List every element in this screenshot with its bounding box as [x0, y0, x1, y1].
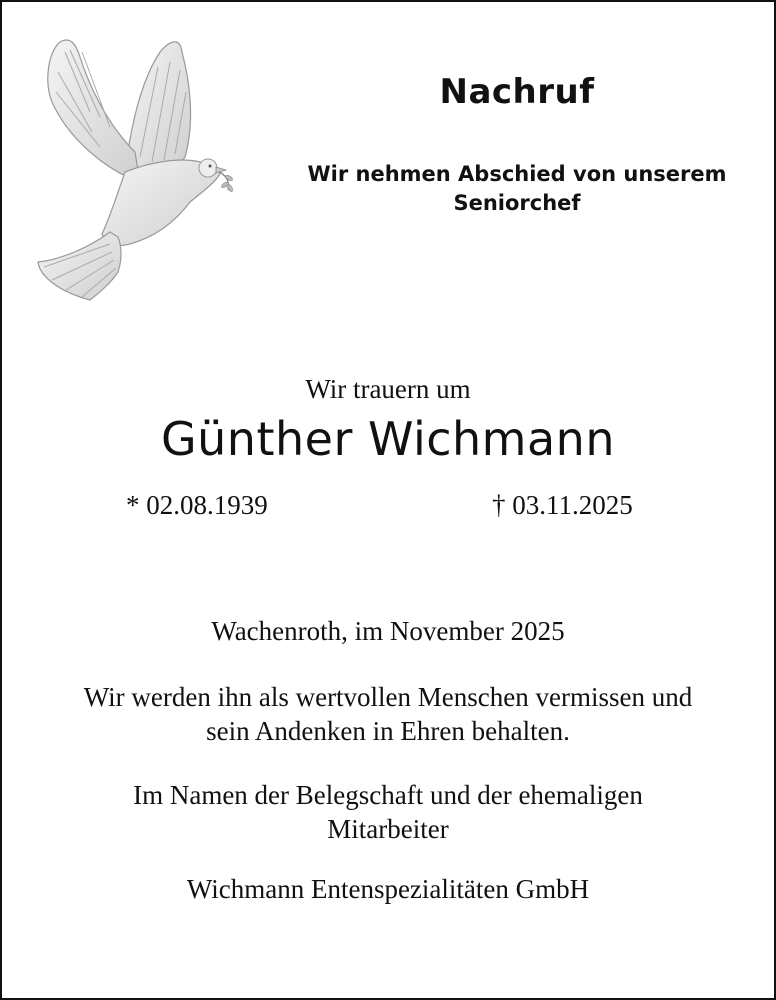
birth-date: * 02.08.1939 — [126, 490, 268, 520]
memorial-line-1: Wir werden ihn als wertvollen Menschen vermissen und — [83, 682, 693, 712]
page-title: Nachruf — [439, 72, 595, 112]
on-behalf-line-1: Im Namen der Belegschaft und der ehemaligen — [133, 780, 643, 810]
farewell-text — [272, 160, 762, 218]
on-behalf-text — [42, 778, 734, 846]
on-behalf-line-2: Mitarbeiter — [327, 814, 449, 844]
farewell-line-2: Seniorchef — [453, 191, 581, 215]
farewell-line-1: Wir nehmen Abschied von unserem — [307, 162, 727, 186]
dove-icon — [30, 22, 235, 307]
deceased-name: Günther Wichmann — [161, 412, 615, 466]
mourning-intro: Wir trauern um — [305, 374, 471, 404]
company-signature: Wichmann Entenspezialitäten GmbH — [186, 874, 590, 904]
memorial-line-2: sein Andenken in Ehren behalten. — [206, 716, 570, 746]
death-date: † 03.11.2025 — [492, 490, 633, 520]
place-and-date: Wachenroth, im November 2025 — [211, 616, 565, 646]
memorial-text — [22, 680, 754, 748]
